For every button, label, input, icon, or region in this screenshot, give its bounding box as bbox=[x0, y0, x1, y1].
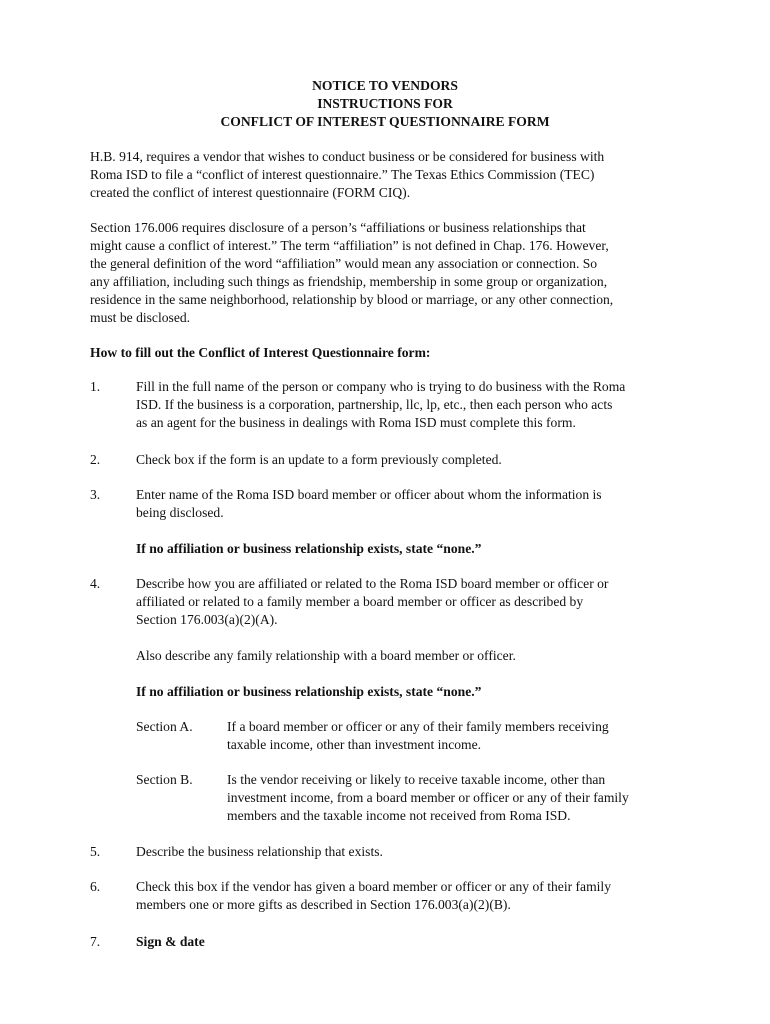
item-6-text bbox=[136, 878, 696, 914]
section-a-label: Section A. bbox=[136, 719, 193, 734]
item-4-line: Section 176.003(a)(2)(A). bbox=[136, 612, 278, 627]
intro-p2-line: might cause a conflict of interest.” The term “affiliation” is not defined in Chap. 176. However, bbox=[90, 238, 609, 253]
item-3-line: Enter name of the Roma ISD board member or officer about whom the information is bbox=[136, 487, 602, 502]
item-2-text bbox=[136, 451, 696, 469]
item-number-1: 1. bbox=[90, 379, 101, 394]
item-number-2: 2. bbox=[90, 452, 101, 467]
intro-p1-line: H.B. 914, requires a vendor that wishes to conduct business or be considered for business with bbox=[90, 149, 605, 164]
intro-p2-line: must be disclosed. bbox=[90, 310, 191, 325]
section-b-line: investment income, from a board member or officer or any of their family bbox=[227, 790, 629, 805]
section-b-line: members and the taxable income not received from Roma ISD. bbox=[227, 808, 571, 823]
section-a-text bbox=[227, 718, 697, 754]
title-line-1: NOTICE TO VENDORS bbox=[312, 78, 458, 93]
item-number-3: 3. bbox=[90, 487, 101, 502]
item-4-text bbox=[136, 575, 696, 629]
title-line-3: CONFLICT OF INTEREST QUESTIONNAIRE FORM bbox=[220, 114, 550, 129]
item-number-5: 5. bbox=[90, 844, 101, 859]
item-3-text bbox=[136, 486, 696, 522]
intro-p1-line: Roma ISD to file a “conflict of interest questionnaire.” The Texas Ethics Commission (TEC) bbox=[90, 167, 595, 182]
section-b-line: Is the vendor receiving or likely to receive taxable income, other than bbox=[227, 772, 606, 787]
item-5-line: Describe the business relationship that exists. bbox=[136, 844, 383, 859]
intro-p2-line: Section 176.006 requires disclosure of a person’s “affiliations or business relationships that bbox=[90, 220, 586, 235]
item-7-label: Sign & date bbox=[136, 934, 205, 949]
section-b-text bbox=[227, 771, 697, 825]
item-1-line: ISD. If the business is a corporation, partnership, llc, lp, etc., then each person who acts bbox=[136, 397, 613, 412]
title-line-2: INSTRUCTIONS FOR bbox=[317, 96, 453, 111]
item-2-line: Check box if the form is an update to a form previously completed. bbox=[136, 452, 502, 467]
intro-paragraph-2 bbox=[90, 219, 690, 327]
intro-p1-line: created the conflict of interest questionnaire (FORM CIQ). bbox=[90, 185, 411, 200]
item-6-line: Check this box if the vendor has given a board member or officer or any of their family bbox=[136, 879, 612, 894]
section-b-label: Section B. bbox=[136, 772, 193, 787]
item-4-also: Also describe any family relationship with a board member or officer. bbox=[136, 648, 516, 663]
how-to-heading: How to fill out the Conflict of Interest Questionnaire form: bbox=[90, 345, 431, 360]
item-number-6: 6. bbox=[90, 879, 101, 894]
item-1-text bbox=[136, 378, 696, 432]
section-a-line: If a board member or officer or any of their family members receiving bbox=[227, 719, 609, 734]
item-5-text bbox=[136, 843, 696, 861]
intro-p2-line: residence in the same neighborhood, relationship by blood or marriage, or any other connection, bbox=[90, 292, 614, 307]
item-1-line: Fill in the full name of the person or company who is trying to do business with the Roma bbox=[136, 379, 626, 394]
item-4-line: Describe how you are affiliated or related to the Roma ISD board member or officer or bbox=[136, 576, 609, 591]
intro-p2-line: any affiliation, including such things as friendship, membership in some group or organization, bbox=[90, 274, 608, 289]
item-4-note: If no affiliation or business relationship exists, state “none.” bbox=[136, 684, 482, 699]
item-number-7: 7. bbox=[90, 934, 101, 949]
item-6-line: members one or more gifts as described in Section 176.003(a)(2)(B). bbox=[136, 897, 511, 912]
item-number-4: 4. bbox=[90, 576, 101, 591]
intro-paragraph-1 bbox=[90, 148, 690, 202]
item-1-line: as an agent for the business in dealings with Roma ISD must complete this form. bbox=[136, 415, 576, 430]
intro-p2-line: the general definition of the word “affiliation” would mean any association or connection. So bbox=[90, 256, 598, 271]
item-4-line: affiliated or related to a family member a board member or officer as described by bbox=[136, 594, 584, 609]
item-3-note: If no affiliation or business relationship exists, state “none.” bbox=[136, 541, 482, 556]
section-a-line: taxable income, other than investment income. bbox=[227, 737, 482, 752]
item-3-line: being disclosed. bbox=[136, 505, 224, 520]
